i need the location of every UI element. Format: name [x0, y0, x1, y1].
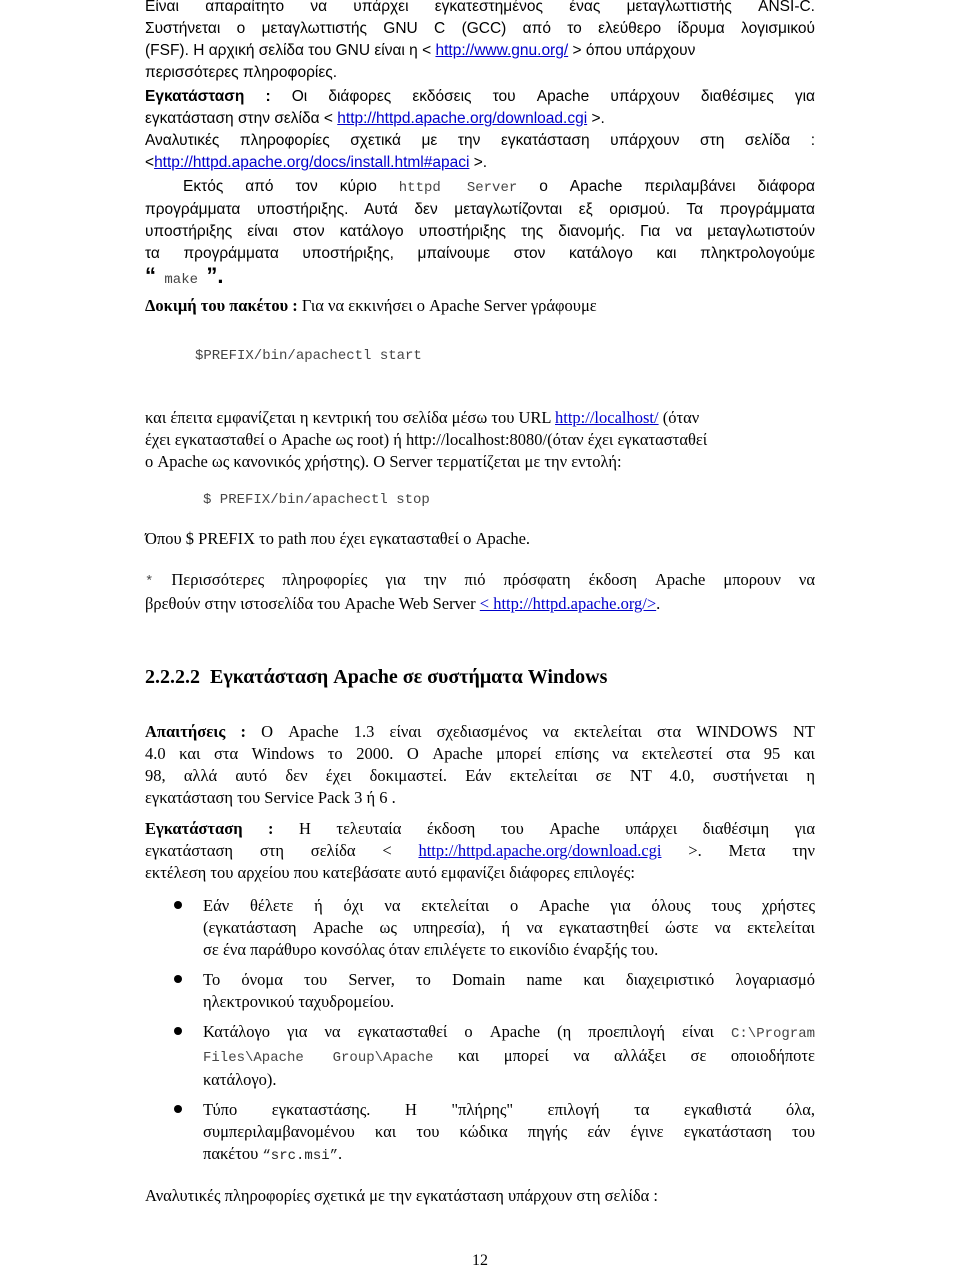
requirements-line-1-text: Ο Apache 1.3 είναι σχεδιασμένος να εκτελείται στα WINDOWS NT [246, 722, 816, 741]
bullet-icon [174, 975, 182, 983]
bullet-3-line-2-post: και μπορεί να αλλάξει σε οποιοδήποτε [433, 1046, 815, 1065]
after-line-1-post: (όταν [658, 408, 700, 427]
docs-link-pre: < [145, 154, 155, 171]
test-line [145, 295, 815, 317]
intro-line-3 [145, 40, 815, 62]
win-install-line-2-post: >. Μετα την [661, 841, 815, 860]
install-text-2-post: >. [587, 110, 605, 127]
bullet-2-line-1: Το όνομα του Server, το Domain name και διαχειριστικό λογαριασμό [203, 970, 815, 989]
section-number: 2.2.2.2 [145, 666, 200, 688]
requirements-line-4: εγκατάσταση του Service Pack 3 ή 6 . [145, 788, 396, 807]
install-line-2 [145, 108, 815, 130]
star-marker: * [145, 574, 154, 590]
requirements-line-2: 4.0 και στα Windows το 2000. Ο Apache μπορεί επίσης να εκτελεστεί στα 95 και [145, 744, 815, 763]
win-install-label: Εγκατάσταση : [145, 819, 274, 838]
bullet-2-line-2: ηλεκτρονικού ταχυδρομείου. [203, 992, 395, 1011]
bullet-4-line-1: Τύπο εγκαταστάσης. Η "πλήρης" επιλογή τα εγκαθιστά όλα, [203, 1100, 815, 1119]
test-paragraph [145, 295, 815, 317]
test-text: Για να εκκινήσει ο Apache Server γράφουμε [297, 296, 597, 315]
support-line-1-pre: Εκτός από τον κύριο [183, 178, 399, 195]
bullet-4-line-3-pre: πακέτου [203, 1144, 263, 1163]
intro-line-2: Συστήνεται ο μεταγλωττιστής GNU C (GCC) από το ελεύθερο ίδρυμα λογισμικού [145, 20, 815, 37]
install-paragraph [145, 86, 815, 174]
intro-paragraph [145, 0, 815, 84]
more-line-2-pre: βρεθούν στην ιστοσελίδα του Apache Web Server [145, 594, 480, 613]
docs-link[interactable]: http://httpd.apache.org/docs/install.html#apaci [154, 154, 470, 171]
options-list [145, 895, 815, 1175]
more-line-1 [145, 569, 815, 593]
install-line-4 [145, 152, 815, 174]
test-label: Δοκιμή του πακέτου : [145, 296, 298, 315]
docs-link-post: >. [469, 154, 488, 171]
apache-path-code: Files\Apache Group\Apache [203, 1050, 434, 1066]
more-line-1-text: Περισσότερες πληροφορίες για την πιό πρόσφατη έκδοση Apache μπορουν να [153, 570, 815, 589]
list-item [145, 1099, 815, 1167]
start-command: $PREFIX/bin/apachectl start [195, 348, 422, 364]
bullet-icon [174, 1105, 182, 1113]
bullet-1-line-3: σε ένα παράθυρο κονσόλας όταν επιλέγετε το εικονίδιο έναρξής του. [203, 940, 659, 959]
list-item [145, 895, 815, 961]
win-install-line-1 [145, 818, 815, 840]
more-line-2-post: . [656, 594, 661, 613]
section-heading [145, 666, 607, 689]
requirements-paragraph [145, 721, 815, 809]
intro-line-1: Είναι απαραίτητο να υπάρχει εγκατεστημένος ένας μεταγλωττιστής ANSI-C. [145, 0, 815, 15]
win-install-line-2 [145, 840, 815, 862]
download-link[interactable]: http://httpd.apache.org/download.cgi [337, 110, 588, 127]
section-title: Εγκατάσταση Apache σε συστήματα Windows [210, 666, 608, 688]
install-text-2-pre: εγκατάσταση στην σελίδα < [145, 110, 338, 127]
after-line-2: έχει εγκατασταθεί ο Apache ως root) ή http://localhost:8080/(όταν έχει εγκατασταθεί [145, 430, 708, 449]
install-label: Εγκατάσταση : [145, 88, 271, 105]
src-msi-code: “src.msi” [262, 1148, 339, 1164]
program-path-code: C:\Program [730, 1026, 815, 1042]
support-line-3: υποστήριξης είναι στον κατάλογο υποστήριξης της διανομής. Για να μεταγλωτιστούν [145, 223, 815, 240]
win-install-line-1-text: Η τελευταία έκδοση του Apache υπάρχει διαθέσιμη για [273, 819, 815, 838]
intro-line-4: περισσότερες πληροφορίες. [145, 64, 338, 81]
win-download-link[interactable]: http://httpd.apache.org/download.cgi [418, 841, 662, 860]
list-item [145, 969, 815, 1013]
quote-open: “ [145, 263, 156, 288]
page-number: 12 [472, 1252, 488, 1269]
httpd-server-code: httpd Server [398, 180, 518, 196]
bullet-3-line-1-pre: Κατάλογο για να εγκατασταθεί ο Apache (η προεπιλογή είναι [203, 1022, 731, 1041]
stop-command: $ PREFIX/bin/apachectl stop [203, 492, 430, 508]
support-paragraph [145, 176, 815, 291]
apache-site-link[interactable]: < http://httpd.apache.org/> [479, 594, 657, 613]
requirements-line-1 [145, 721, 815, 743]
bullet-1-line-1: Εάν θέλετε ή όχι να εκτελείται ο Apache για όλους τους χρήστες [203, 896, 815, 915]
more-line-2 [145, 593, 815, 615]
bullet-icon [174, 901, 182, 909]
bullet-3-line-1 [203, 1021, 815, 1045]
support-line-1-post: ο Apache περιλαμβάνει διάφορα [517, 178, 815, 195]
intro-line-3-post: > όπου υπάρχουν [568, 42, 696, 59]
win-install-line-3: εκτέλεση του αρχείου που κατεβάσατε αυτό εμφανίζει διάφορες επιλογές: [145, 863, 635, 882]
install-text-1: Οι διάφορες εκδόσεις του Apache υπάρχουν διαθέσιμες για [291, 88, 815, 105]
more-paragraph [145, 569, 815, 615]
list-item [145, 1021, 815, 1091]
bullet-3-line-3: κατάλογο). [203, 1070, 277, 1089]
bullet-4-line-3-post: . [338, 1144, 343, 1163]
make-code: make [156, 272, 207, 288]
support-line-2: προγράμματα υποστήριξης. Αυτά δεν μεταγλωτίζονται εξ ορισμού. Τα προγράμματα [145, 201, 815, 218]
after-line-3: ο Apache ως κανονικός χρήστης). Ο Server τερματίζεται με την εντολή: [145, 452, 622, 471]
after-line-1 [145, 407, 815, 429]
support-line-1 [145, 176, 815, 199]
gnu-link[interactable]: http://www.gnu.org/ [435, 42, 569, 59]
win-install-paragraph [145, 818, 815, 884]
bullet-4-line-3 [203, 1143, 815, 1167]
localhost-link[interactable]: http://localhost/ [555, 408, 659, 427]
requirements-label: Απαιτήσεις : [145, 722, 247, 741]
quote-close: ”. [206, 263, 224, 288]
after-paragraph [145, 407, 815, 473]
bullet-icon [174, 1027, 182, 1035]
win-install-line-2-pre: εγκατάσταση στη σελίδα < [145, 841, 419, 860]
support-line-4: τα προγράμματα υποστήριξης, μπαίνουμε στον κατάλογο και πληκτρολογούμε [145, 245, 815, 262]
support-line-5 [145, 265, 815, 291]
install-line-3: Αναλυτικές πληροφορίες σχετικά με την εγκατάσταση υπάρχουν στη σελίδα : [145, 132, 815, 149]
where-line: Όπου $ PREFIX το path που έχει εγκατασταθεί ο Apache. [145, 529, 531, 548]
install-line-1 [145, 86, 815, 108]
bullet-3-line-2 [203, 1045, 815, 1069]
bullet-1-line-2: (εγκατάσταση Apache ως υπηρεσία), ή να εγκαταστηθεί ώστε να εκτελείται [203, 918, 815, 937]
bullet-4-line-2: συμπεριλαμβανομένου και του κώδικα πηγής εάν έγινε εγκατάσταση του [203, 1122, 815, 1141]
requirements-line-3: 98, αλλά αυτό δεν έχει δοκιμαστεί. Εάν εκτελείται σε NT 4.0, συστήνεται η [145, 766, 815, 785]
intro-line-3-pre: (FSF). Η αρχική σελίδα του GNU είναι η < [145, 42, 436, 59]
after-line-1-pre: και έπειτα εμφανίζεται η κεντρική του σελίδα μέσω του URL [145, 408, 556, 427]
closing-line: Αναλυτικές πληροφορίες σχετικά με την εγκατάσταση υπάρχουν στη σελίδα : [145, 1186, 659, 1205]
